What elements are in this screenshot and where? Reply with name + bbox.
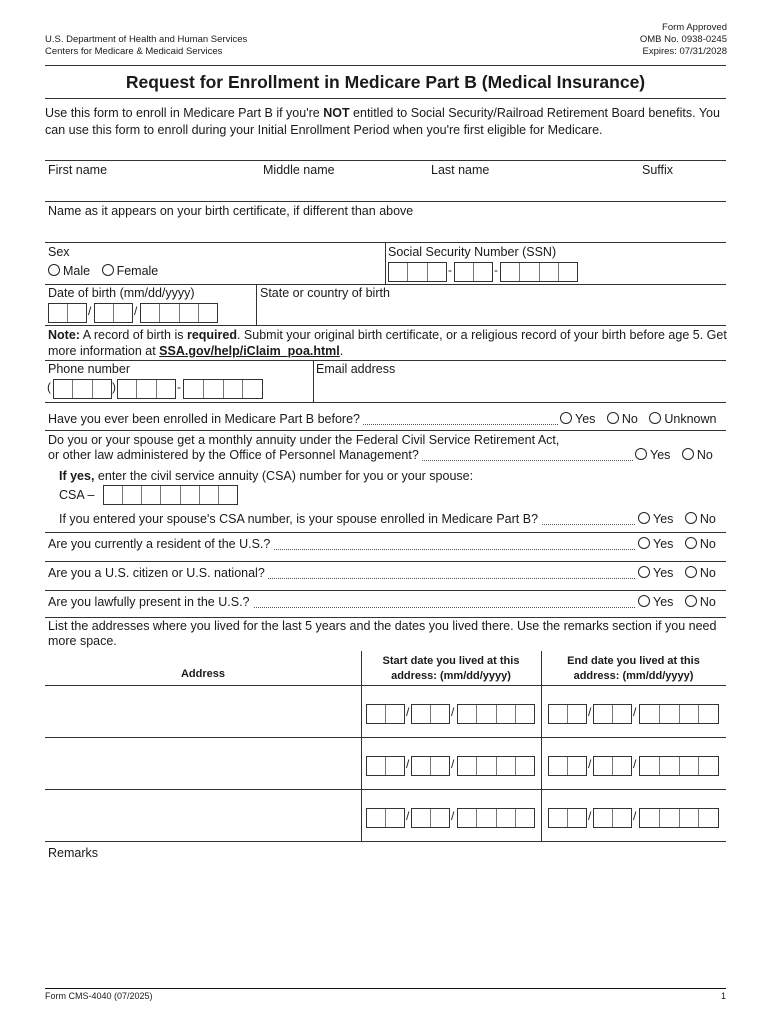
page-number: 1	[720, 991, 726, 1001]
phone-paren-open: (	[47, 380, 51, 394]
resident-no[interactable]	[685, 537, 716, 551]
spouse-enrolled-no[interactable]	[685, 512, 716, 526]
email-input[interactable]	[316, 379, 721, 399]
page-title: Request for Enrollment in Medicare Part B (Medical Insurance)	[125, 72, 646, 92]
end-day-1[interactable]	[593, 704, 632, 724]
date-slash: /	[633, 757, 637, 771]
address-row-rule	[45, 789, 726, 790]
end-year-2[interactable]	[639, 756, 719, 776]
middle-name-label: Middle name	[263, 163, 335, 177]
radio-circle-icon[interactable]	[638, 566, 650, 578]
end-month-3[interactable]	[548, 808, 587, 828]
address-input-1[interactable]	[50, 690, 356, 734]
dob-row-top	[45, 284, 726, 285]
phone-label: Phone number	[48, 362, 131, 376]
yes-label: Yes	[653, 537, 674, 551]
date-slash: /	[633, 705, 637, 719]
phone-paren-close: )	[112, 380, 116, 394]
name-row-top	[45, 160, 726, 161]
omb-number: OMB No. 0938-0245	[639, 34, 727, 45]
annuity-yes[interactable]	[635, 448, 670, 462]
end-year-1[interactable]	[639, 704, 719, 724]
radio-circle-icon[interactable]	[635, 448, 647, 460]
date-slash: /	[588, 809, 592, 823]
radio-circle-icon[interactable]	[685, 566, 697, 578]
radio-circle-icon[interactable]	[607, 412, 619, 424]
ssn-dash: -	[494, 263, 498, 277]
birth-cert-name-label: Name as it appears on your birth certificate, if different than above	[48, 204, 414, 218]
start-year-3[interactable]	[457, 808, 535, 828]
intro-part-1: Use this form to enroll in Medicare Part B if you're	[45, 106, 324, 120]
no-label: No	[699, 566, 716, 580]
q-resident-row-top	[45, 532, 726, 533]
spouse-enrolled-answers	[638, 512, 716, 526]
start-date-header-line-1: Start date you lived at this	[382, 655, 520, 667]
dept-line-1: U.S. Department of Health and Human Services	[45, 34, 248, 45]
q1-row-top	[45, 402, 726, 403]
radio-circle-icon[interactable]	[649, 412, 661, 424]
sex-ssn-divider	[385, 242, 386, 284]
address-col-header: Address	[180, 668, 226, 680]
question-annuity-line-1: Do you or your spouse get a monthly annuity under the Federal Civil Service Retirement Act,	[48, 433, 560, 447]
phone-dash: -	[177, 380, 181, 394]
yes-label: Yes	[653, 512, 674, 526]
end-day-2[interactable]	[593, 756, 632, 776]
footer-rule	[45, 988, 726, 989]
resident-yes[interactable]	[638, 537, 673, 551]
unknown-label: Unknown	[664, 412, 717, 426]
email-label: Email address	[316, 362, 396, 376]
radio-circle-icon[interactable]	[685, 512, 697, 524]
lawful-yes[interactable]	[638, 595, 673, 609]
q-lawful-row-top	[45, 590, 726, 591]
ssa-help-link[interactable]: SSA.gov/help/iClaim_poa.html	[159, 344, 340, 358]
female-radio[interactable]	[102, 264, 159, 278]
lawful-no[interactable]	[685, 595, 716, 609]
dob-slash: /	[134, 304, 138, 318]
date-slash: /	[406, 705, 410, 719]
question-spouse-enrolled: If you entered your spouse's CSA number, is your spouse enrolled in Medicare Part B?	[59, 512, 541, 526]
start-year-1[interactable]	[457, 704, 535, 724]
address-header-rule	[45, 685, 726, 686]
sex-label: Sex	[48, 245, 70, 259]
birth-record-note	[48, 327, 728, 359]
partb-before-no[interactable]	[607, 412, 638, 426]
form-id: Form CMS-4040 (07/2025)	[45, 991, 153, 1001]
csa-number-field[interactable]	[103, 485, 238, 505]
radio-circle-icon[interactable]	[102, 264, 114, 276]
birth-cert-name-input[interactable]	[48, 219, 718, 239]
dob-label: Date of birth (mm/dd/yyyy)	[48, 286, 195, 300]
end-day-3[interactable]	[593, 808, 632, 828]
no-label: No	[699, 595, 716, 609]
expiration-date: Expires: 07/31/2028	[642, 46, 727, 57]
dob-slash: /	[88, 304, 92, 318]
phone-area-code[interactable]	[53, 379, 112, 399]
sex-options	[48, 264, 158, 278]
radio-circle-icon[interactable]	[638, 595, 650, 607]
date-slash: /	[588, 705, 592, 719]
date-slash: /	[588, 757, 592, 771]
annuity-no[interactable]	[682, 448, 713, 462]
start-day-1[interactable]	[411, 704, 450, 724]
start-day-3[interactable]	[411, 808, 450, 828]
address-section-top	[45, 617, 726, 618]
phone-line[interactable]	[183, 379, 263, 399]
radio-circle-icon[interactable]	[685, 595, 697, 607]
ssn-part-3[interactable]	[500, 262, 578, 282]
birth-name-row-top	[45, 201, 726, 202]
csa-instruction	[59, 469, 473, 483]
remarks-input[interactable]	[48, 864, 723, 984]
last-name-label: Last name	[431, 163, 490, 177]
q2-row-top	[45, 430, 726, 431]
csa-label: CSA –	[59, 488, 95, 502]
address-row-rule	[45, 737, 726, 738]
address-instructions: List the addresses where you lived for the last 5 years and the dates you lived there. Use the remarks section if you need more space.	[48, 619, 717, 648]
start-month-1[interactable]	[366, 704, 405, 724]
partb-before-answers	[560, 412, 716, 426]
intro-part-2: entitled to Social Security/Railroad Retirement Board benefits. You can use this form to enroll during your Initial Enrollment Period when you're first eligible for Medicare.	[45, 106, 720, 137]
address-table-bottom	[45, 841, 726, 842]
header-rule	[45, 65, 726, 66]
question-resident: Are you currently a resident of the U.S.?	[48, 537, 273, 551]
note-row-top	[45, 325, 726, 326]
omb-block	[640, 22, 727, 58]
note-bold: required	[186, 328, 237, 342]
yes-label: Yes	[650, 448, 671, 462]
question-partb-before: Have you ever been enrolled in Medicare Part B before?	[48, 412, 363, 426]
radio-circle-icon[interactable]	[638, 537, 650, 549]
end-month-1[interactable]	[548, 704, 587, 724]
resident-answers	[638, 537, 716, 551]
dob-divider	[256, 284, 257, 325]
radio-circle-icon[interactable]	[638, 512, 650, 524]
phone-row-top	[45, 360, 726, 361]
ssn-label: Social Security Number (SSN)	[388, 245, 557, 259]
if-yes-rest: enter the civil service annuity (CSA) number for you or your spouse:	[94, 469, 474, 483]
date-slash: /	[451, 809, 455, 823]
start-date-header-line-2: address: (mm/dd/yyyy)	[391, 670, 511, 682]
end-month-2[interactable]	[548, 756, 587, 776]
question-lawful: Are you lawfully present in the U.S.?	[48, 595, 253, 609]
phone-prefix[interactable]	[117, 379, 176, 399]
no-label: No	[621, 412, 638, 426]
birthplace-label: State or country of birth	[260, 286, 390, 300]
partb-before-unknown[interactable]	[649, 412, 716, 426]
dob-year[interactable]	[140, 303, 218, 323]
date-slash: /	[406, 809, 410, 823]
dept-line-2: Centers for Medicare & Medicaid Services	[45, 46, 223, 57]
start-month-2[interactable]	[366, 756, 405, 776]
name-input-area[interactable]	[48, 178, 718, 198]
radio-circle-icon[interactable]	[48, 264, 60, 276]
female-label: Female	[116, 264, 159, 278]
partb-before-yes[interactable]	[560, 412, 595, 426]
radio-circle-icon[interactable]	[560, 412, 572, 424]
birthplace-input[interactable]	[260, 303, 720, 323]
start-month-3[interactable]	[366, 808, 405, 828]
start-year-2[interactable]	[457, 756, 535, 776]
form-approved: Form Approved	[662, 22, 727, 33]
end-date-header-line-1: End date you lived at this	[567, 655, 700, 667]
end-date-col-header	[541, 654, 726, 684]
male-radio[interactable]	[48, 264, 90, 278]
end-date-header-line-2: address: (mm/dd/yyyy)	[573, 670, 694, 682]
if-yes-bold: If yes,	[59, 469, 95, 483]
remarks-label: Remarks	[48, 846, 99, 860]
date-slash: /	[633, 809, 637, 823]
note-label: Note:	[48, 328, 80, 342]
no-label: No	[696, 448, 713, 462]
citizen-no[interactable]	[685, 566, 716, 580]
address-input-3[interactable]	[50, 794, 356, 838]
question-citizen: Are you a U.S. citizen or U.S. national?	[48, 566, 268, 580]
citizen-yes[interactable]	[638, 566, 673, 580]
phone-divider	[313, 360, 314, 402]
note-end: .	[339, 344, 344, 358]
ssn-part-2[interactable]	[454, 262, 493, 282]
radio-circle-icon[interactable]	[685, 537, 697, 549]
note-part-1: A record of birth is	[79, 328, 187, 342]
question-annuity-line-2: or other law administered by the Office of Personnel Management?	[48, 448, 422, 462]
yes-label: Yes	[653, 566, 674, 580]
ssn-dash: -	[448, 263, 452, 277]
intro-bold: NOT	[323, 106, 350, 120]
intro-text	[45, 105, 730, 139]
date-slash: /	[451, 705, 455, 719]
end-year-3[interactable]	[639, 808, 719, 828]
first-name-label: First name	[48, 163, 108, 177]
dob-month[interactable]	[48, 303, 87, 323]
no-label: No	[699, 537, 716, 551]
yes-label: Yes	[653, 595, 674, 609]
spouse-enrolled-yes[interactable]	[638, 512, 673, 526]
radio-circle-icon[interactable]	[682, 448, 694, 460]
address-input-2[interactable]	[50, 742, 356, 786]
suffix-label: Suffix	[642, 163, 674, 177]
yes-label: Yes	[575, 412, 596, 426]
department-name	[45, 34, 247, 58]
date-slash: /	[451, 757, 455, 771]
dob-day[interactable]	[94, 303, 133, 323]
start-date-col-header	[361, 654, 541, 684]
citizen-answers	[638, 566, 716, 580]
title-rule	[45, 98, 726, 99]
no-label: No	[699, 512, 716, 526]
note-part-2: . Submit your original birth certificate, or a religious record of your birth before age 5. Get more information at	[48, 328, 727, 358]
male-label: Male	[63, 264, 91, 278]
lawful-answers	[638, 595, 716, 609]
start-day-2[interactable]	[411, 756, 450, 776]
date-slash: /	[406, 757, 410, 771]
q-citizen-row-top	[45, 561, 726, 562]
ssn-part-1[interactable]	[388, 262, 447, 282]
annuity-answers	[635, 448, 713, 462]
